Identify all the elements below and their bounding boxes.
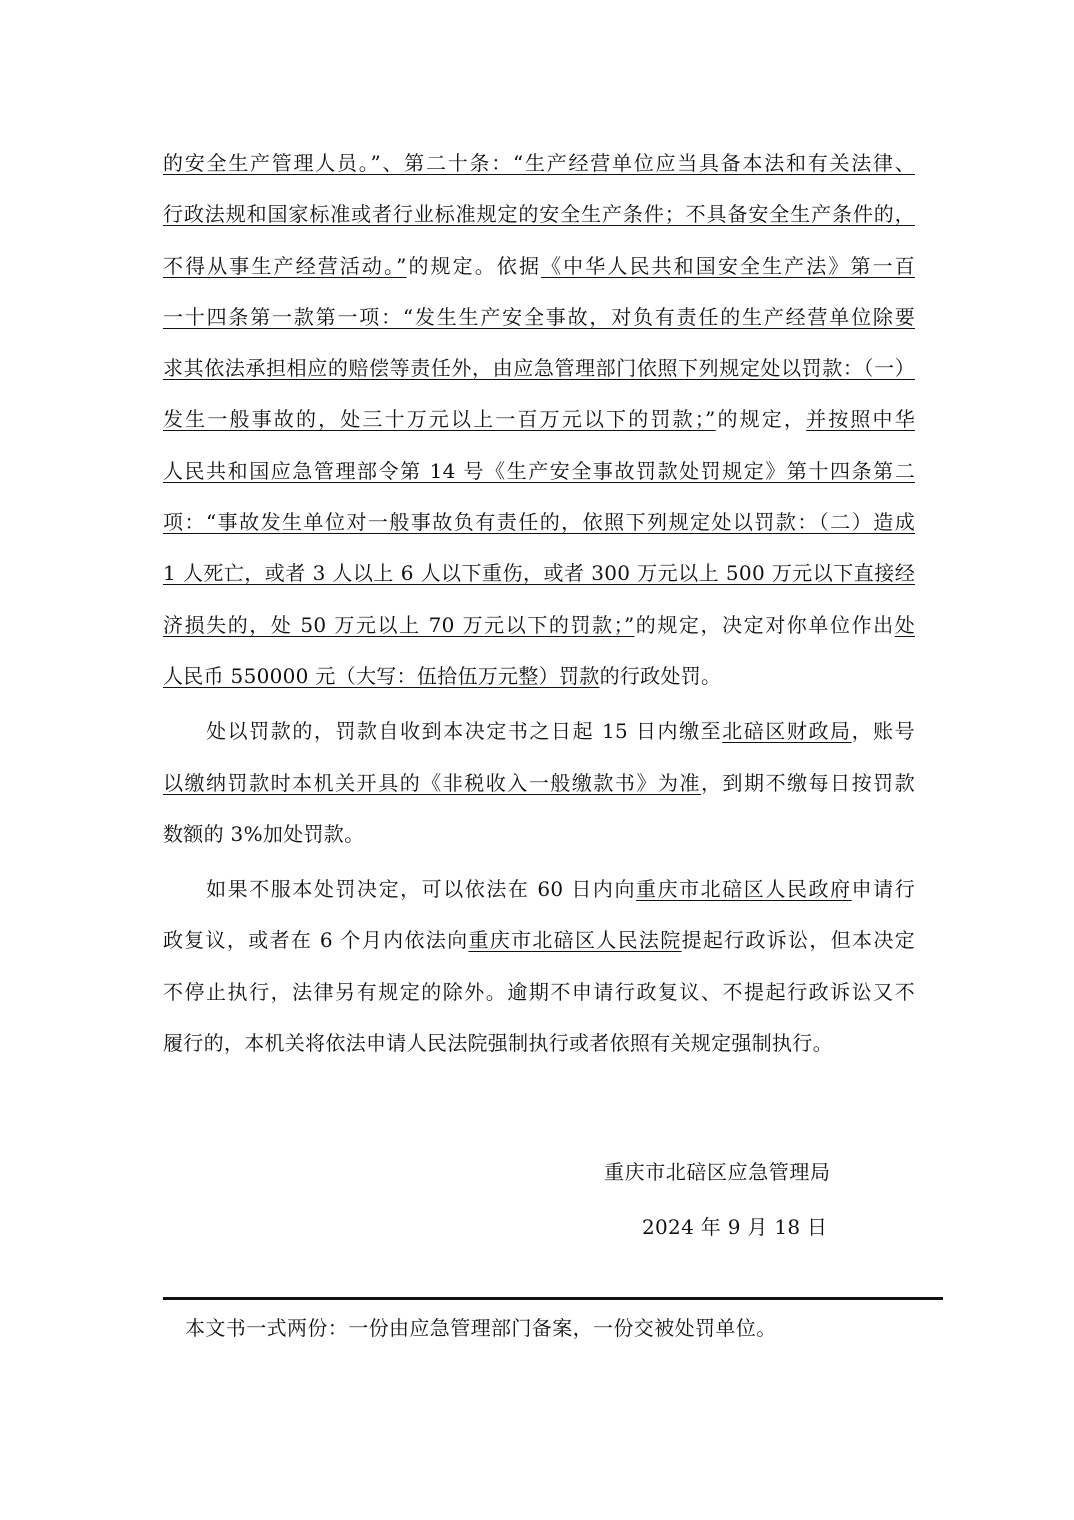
text-segment: 的行政处罚。 [599,663,722,688]
text-segment: ，到期不缴每日按罚款 [701,770,916,795]
text-segment: 如果不服本处罚决定，可以依法在 60 日内向 [163,877,637,902]
body-line [163,922,915,973]
text-segment: 处以罚款的，罚款自收到本决定书之日起 15 日内缴至 [163,719,723,744]
text-segment: 行政法规和国家标准或者行业标准规定的安全生产条件；不具备安全生产条件的， [163,202,915,227]
text-segment: 1 人死亡，或者 3 人以上 6 人以下重伤，或者 300 万元以上 500 万元以下直接经 [163,561,915,586]
body-line [163,453,915,504]
text-segment: 求其依法承担相应的赔偿等责任外，由应急管理部门依照下列规定处以罚款：（一） [163,356,915,381]
issue-date: 2024 年 9 月 18 日 [642,1215,828,1239]
body-line [163,1025,915,1076]
text-segment: 申请行 [851,877,916,902]
text-segment: 提起行政诉讼，但本决定 [681,928,915,953]
body-line [163,974,915,1025]
decision-body [163,145,915,1076]
text-segment: 重庆市北碚区人民法院 [468,928,682,953]
body-line [163,816,915,867]
text-segment: 人民共和国应急管理部令第 14 号《生产安全事故罚款处罚规定》第十四条第二 [163,458,915,483]
text-segment: 数额的 3%加处罚款。 [163,821,365,846]
issuing-organization: 重庆市北碚区应急管理局 [604,1160,831,1184]
body-line [163,248,915,299]
text-segment: 政复议，或者在 6 个月内依法向 [163,928,469,953]
body-line [163,145,915,196]
text-segment: 的规定，决定对你单位作出 [634,612,895,637]
footer-note: 本文书一式两份：一份由应急管理部门备案，一份交被处罚单位。 [185,1316,777,1340]
body-line [163,713,915,764]
footer-divider [163,1297,943,1300]
body-line [163,299,915,350]
body-line [163,658,915,709]
text-segment: 发生一般事故的，处三十万元以上一百万元以下的罚款；” [163,407,716,432]
body-line [163,350,915,401]
body-line [163,871,915,922]
text-segment: 以缴纳罚款时本机关开具的《非税收入一般缴款书》为准 [163,770,702,795]
text-segment: 人民币 550000 元（大写：伍拾伍万元整）罚款 [163,663,600,688]
text-segment: 的规定。依据 [406,253,542,278]
body-line [163,765,915,816]
text-segment: ，账号 [851,719,915,744]
text-segment: 不停止执行，法律另有规定的除外。逾期不申请行政复议、不提起行政诉讼又不 [163,979,915,1004]
text-segment: 处 [894,612,915,637]
body-line [163,607,915,658]
body-line [163,401,915,452]
text-segment: 《中华人民共和国安全生产法》第一百 [541,253,915,278]
text-segment: 重庆市北碚区人民政府 [636,877,852,902]
body-line [163,504,915,555]
text-segment: 北碚区财政局 [722,719,852,744]
text-segment: 济损失的，处 50 万元以上 70 万元以下的罚款；” [163,612,635,637]
text-segment: 的规定， [715,407,807,432]
text-segment: 不得从事生产经营活动。” [163,253,407,278]
text-segment: 并按照中华 [806,407,916,432]
text-segment: 的安全生产管理人员。”、第二十条：“生产经营单位应当具备本法和有关法律、 [163,151,915,175]
body-line [163,555,915,606]
text-segment: 履行的，本机关将依法申请人民法院强制执行或者依照有关规定强制执行。 [163,1031,833,1056]
text-segment: 一十四条第一款第一项：“发生生产安全事故，对负有责任的生产经营单位除要 [163,304,915,329]
text-segment: 项：“事故发生单位对一般事故负有责任的，依照下列规定处以罚款：（二）造成 [163,510,915,535]
body-line [163,196,915,247]
